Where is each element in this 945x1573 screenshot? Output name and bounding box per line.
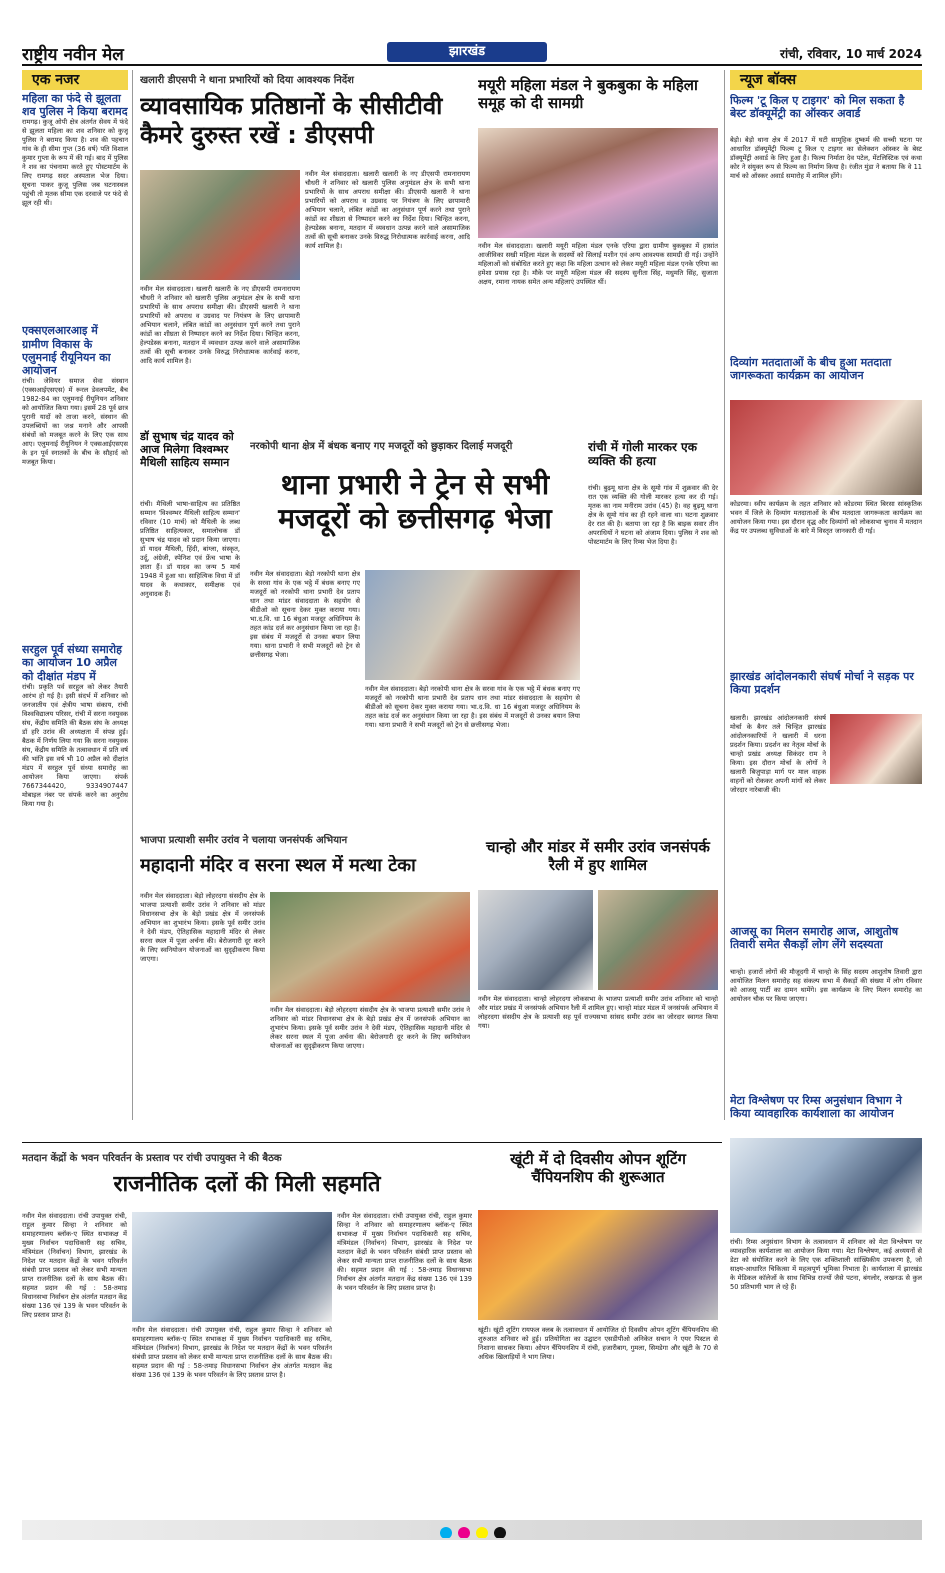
right-item-body: चान्हो। हजारों लोगों की मौजूदगी में चान्हो के सिंह सदस्य आशुतोष तिवारी द्वारा आयोजित मिलन समारोह सह संकल्प सभा में सैकड़ों की संख्या में लोग रविवार को आजसू पार्टी का दामन थामेंगे। इस कार्यक्रम के लिए मिलन समारोह का आयोजन चौक पर किया जाएगा।	[730, 968, 922, 1003]
left-item	[22, 92, 128, 318]
story8-photo	[132, 1212, 332, 1322]
section-tab: झारखंड	[387, 42, 547, 62]
story2-headline: मयूरी महिला मंडल ने बुकबुका के महिला समूह को दी सामग्री	[478, 76, 698, 112]
story4-kicker: नरकोपी थाना क्षेत्र में बंधक बनाए गए मजदूरों को छुड़ाकर दिलाई मजदूरी	[250, 441, 513, 452]
story8-body-cont: नवीन मेल संवाददाता। रांची उपायुक्त रांची, राहुल कुमार सिन्हा ने शनिवार को समाहरणालय ब्लॉक-ए स्थित सभाकक्ष में मुख्य निर्वाचन पदाधिकारी सह सचिव, मंत्रिमंडल (निर्वाचन) विभाग, झारखंड के निदेश पर मतदान केंद्रों के भवन परिवर्तन संबंधी प्राप्त प्रस्ताव को लेकर सभी मान्यता प्राप्त राजनीतिक दलों के साथ बैठक की। सहमत प्रदान की गई : 58-तमाड़ विधानसभा निर्वाचन क्षेत्र अंतर्गत मतदान केंद्र संख्या 136 एवं 139 के भवन परिवर्तन के लिए प्रस्ताव प्राप्त है।	[132, 1326, 332, 1379]
story7-body: नवीन मेल संवाददाता। चान्हो लोहरदगा लोकसभा के भाजपा प्रत्याशी समीर उरांव शनिवार को चान्हो और मांडर प्रखंड में जनसंपर्क अभियान रैली में शामिल हुए। चान्हो मांडर मंडल में जनसंपर्क अभियान में लोहरदगा संसदीय क्षेत्र के प्रत्याशी सह पूर्व राज्यसभा सांसद समीर उरांव का जोरदार स्वागत किया गया।	[478, 995, 718, 1030]
left-item-headline: महिला का फंदे से झूलता शव पुलिस ने किया बरामद	[22, 92, 128, 119]
left-column-tag: एक नजर	[22, 70, 128, 90]
story7-photo-2	[598, 890, 718, 990]
yellow-swatch	[476, 1527, 488, 1538]
right-item-headline: दिव्यांग मतदाताओं के बीच हुआ मतदाता जागरूकता कार्यक्रम का आयोजन	[730, 356, 892, 383]
masthead-rule	[22, 64, 922, 66]
main-divider	[724, 70, 725, 1120]
story6-photo	[270, 892, 470, 1002]
story3-headline: डॉ सुभाष चंद्र यादव को आज मिलेगा विश्वम्भर मैथिली साहित्य सम्मान	[140, 430, 234, 470]
story9-photo	[478, 1210, 718, 1320]
story5-body: रांची। बुढ़मू थाना क्षेत्र के सूमो गांव में शुक्रवार की देर रात एक व्यक्ति की गोली मारकर हत्या कर दी गई। मृतक का नाम मनीराम उरांव (45) है। वह बुढ़मू थाना क्षेत्र के सूमो गांव का ही रहने वाला था। घटना शुक्रवार देर रात की है। बताया जा रहा है कि बाइक सवार तीन अपराधियों ने घटना को अंजाम दिया। पुलिस ने शव को पोस्टमार्टम के लिए रिम्स भेज दिया है।	[588, 484, 718, 546]
right-column-tag: न्यूज बॉक्स	[730, 70, 922, 90]
story1-photo	[140, 170, 300, 280]
left-item-body: रांची। जेवियर समाज सेवा संस्थान (एक्सआईएसएस) में रूरल डेवलपमेंट, बैच 1982-84 का एलुमनाई रीयूनियन शनिवार को आयोजित किया गया। इसमें 28 पूर्व छात्र पुरानी यादों को ताजा करने, संस्थान की उपलब्धियों का जश्न मनाने और आपसी संबंधों को मजबूत करने के लिए एक साथ आए। एलुमनाई रीयूनियन ने एक्सआईएसएस के इन पूर्व स्नातकों के बीच के सौहार्द को मजबूत किया।	[22, 377, 128, 467]
story6-headline: महादानी मंदिर व सरना स्थल में मत्था टेका	[140, 855, 416, 876]
left-item-headline: सरहुल पूर्व संध्या समारोह का आयोजन 10 अप्रैल को दीक्षांत मंडप में	[22, 643, 122, 683]
dateline: रांची, रविवार, 10 मार्च 2024	[780, 47, 922, 61]
right-item-headline: आजसू का मिलन समारोह आज, आशुतोष तिवारी समेत सैकड़ों लोग लेंगे सदस्यता	[730, 925, 899, 952]
story6-body: नवीन मेल संवाददाता। बेड़ो लोहरदगा संसदीय क्षेत्र के भाजपा प्रत्याशी समीर उरांव ने शनिवार को मांडर विधानसभा क्षेत्र के बेड़ो प्रखंड क्षेत्र में जनसंपर्क अभियान का शुभारंभ किया। इसके पूर्व समीर उरांव ने देवी मंडप, ऐतिहासिक महादानी मंदिर से लेकर सरना स्थल में पूजा अर्चना की। बेरोजगारी दूर करने के लिए स्वनियोजन योजनाओं का सुदृढ़ीकरण किया जाएगा।	[140, 892, 265, 963]
right-item-photo	[730, 1138, 922, 1233]
story9-body: खूंटी। खूंटी शूटिंग रायफल क्लब के तत्वावधान में आयोजित दो दिवसीय ओपन शूटिंग चैंपियनशिप की शुरुआत शनिवार को हुई। प्रतियोगिता का उद्घाटन एसडीपीओ अनिकेत सचान ने एयर पिस्टल से निशाना साधकर किया। ओपन चैंपियनशिप में रांची, हजारीबाग, गुमला, सिमडेगा और खूंटी के 70 से अधिक खिलाड़ियों ने भाग लिया।	[478, 1326, 718, 1361]
story5-headline: रांची में गोली मारकर एक व्यक्ति की हत्या	[588, 440, 697, 469]
story8-body: नवीन मेल संवाददाता। रांची उपायुक्त रांची, राहुल कुमार सिन्हा ने शनिवार को समाहरणालय ब्लॉक-ए स्थित सभाकक्ष में मुख्य निर्वाचन पदाधिकारी सह सचिव, मंत्रिमंडल (निर्वाचन) विभाग, झारखंड के निदेश पर मतदान केंद्रों के भवन परिवर्तन संबंधी प्राप्त प्रस्ताव को लेकर सभी मान्यता प्राप्त राजनीतिक दलों के साथ बैठक की। सहमत प्रदान की गई : 58-तमाड़ विधानसभा निर्वाचन क्षेत्र अंतर्गत मतदान केंद्र संख्या 136 एवं 139 के भवन परिवर्तन के लिए प्रस्ताव प्राप्त है।	[22, 1212, 127, 1319]
right-item-headline: मेटा विश्लेषण पर रिम्स अनुसंधान विभाग ने किया व्यावहारिक कार्यशाला का आयोजन	[730, 1094, 902, 1121]
right-item-body: खलारी। झारखंड आंदोलनकारी संघर्ष मोर्चा के बैनर तले चिन्हित झारखंड आंदोलनकारियों ने खलारी में धरना प्रदर्शन किया। प्रदर्शन का नेतृत्व मोर्चा के चान्हो प्रखंड अध्यक्ष सिकंदर राम ने किया। इस दौरान मोर्चा के लोगों ने खलारी बिजुपाड़ा मार्ग पर माल वाहक वाहनों को रोककर अपनी मांगों को लेकर जोरदार नारेबाजी की।	[730, 714, 826, 794]
story8-body-cont-2: नवीन मेल संवाददाता। रांची उपायुक्त रांची, राहुल कुमार सिन्हा ने शनिवार को समाहरणालय ब्लॉक-ए स्थित सभाकक्ष में मुख्य निर्वाचन पदाधिकारी सह सचिव, मंत्रिमंडल (निर्वाचन) विभाग, झारखंड के निदेश पर मतदान केंद्रों के भवन परिवर्तन संबंधी प्राप्त प्रस्ताव को लेकर सभी मान्यता प्राप्त राजनीतिक दलों के साथ बैठक की। सहमत प्रदान की गई : 58-तमाड़ विधानसभा निर्वाचन क्षेत्र अंतर्गत मतदान केंद्र संख्या 136 एवं 139 के भवन परिवर्तन के लिए प्रस्ताव प्राप्त है।	[337, 1212, 472, 1292]
right-item-body: रांची। रिम्स अनुसंधान विभाग के तत्वावधान में शनिवार को मेटा विश्लेषण पर व्यावहारिक कार्यशाला का आयोजन किया गया। मेटा विश्लेषण, कई अध्ययनों से डेटा को संयोजित करने के लिए एक शक्तिशाली सांख्यिकीय उपकरण है, जो साक्ष्य-आधारित चिकित्सा में महत्वपूर्ण भूमिका निभाता है। कार्यशाला में झारखंड के मेडिकल कॉलेजों के साथ विभिन्न राज्यों जैसे पटना, बंगलोर, लखनऊ से कुल 50 प्रतिभागी भाग ले रहे हैं।	[730, 1238, 922, 1291]
story2-body: नवीन मेल संवाददाता। खलारी मयूरी महिला मंडल एनके एरिया द्वारा ग्रामीण बुकबुका में हासांत आजीविका सखी महिला मंडल के सदस्यों को सिलाई मशीन एवं अन्य आवश्यक सामग्री दी गई। उन्होंने महिलाओं को संबोधित करते हुए कहा कि महिला उत्थान को लेकर मयूरी महिला मंडल एनके एरिया का हमेशा प्रयास रहा है। मौके पर मयूरी महिला मंडल की सदस्य सुनीता सिंह, मधुमति सिंह, सुजाता अक्षय, रमाना नायक समेत अन्य महिलाएं उपस्थित थीं।	[478, 242, 718, 286]
magenta-swatch	[458, 1527, 470, 1538]
story9-headline: खूंटी में दो दिवसीय ओपन शूटिंग चैंपियनशिप की शुरूआत	[510, 1150, 686, 1186]
left-item-body: रांची। प्रकृति पर्व सरहुल को लेकर तैयारी आरंभ हो गई है। इसी संदर्भ में शनिवार को जनजातीय एवं क्षेत्रीय भाषा संकाय, रांची विश्वविद्यालय परिसर, रांची में सरना नवयुवक संघ, केंद्रीय समिति की बैठक संघ के अध्यक्ष डॉ हरि उरांव की अध्यक्षता में संपन्न हुई। बैठक में निर्णय लिया गया कि सरना नवयुवक संघ, केंद्रीय समिति के तत्वावधान में प्रति वर्ष की भांति इस वर्ष भी 10 अप्रैल को दीक्षांत मंडप में सरहुल पूर्व संध्या समारोह का आयोजन किया जाएगा। संपर्क 7667344420, 9334907447 मोबाइल नंबर पर संपर्क करने का अनुरोध किया गया है।	[22, 682, 128, 808]
story1-body: नवीन मेल संवाददाता। खलारी खलारी के नए डीएसपी रामनारायण चौधरी ने शनिवार को खलारी पुलिस अनुमंडल क्षेत्र के सभी थाना प्रभारियों के साथ अपराध समीक्षा की। डीएसपी खलारी ने थाना प्रभारियों को अपराध व उग्रवाद पर नियंत्रण के लिए छापामारी अभियान चलाने, लंबित कांडों का अनुसंधान पूर्ण करने तथा पुराने कांडों का शीघ्रता से निष्पादन करने का निर्देश दिया। चिन्हित करना, हेल्पडेस्क बनाना, मतदान में व्यवधान उत्पन्न करने वाले असामाजिक तत्वों की सूची बनाकर उनके विरुद्ध निरोधात्मक कार्रवाई करना, आदि कार्य शामिल है।	[305, 170, 470, 250]
left-item	[22, 324, 128, 637]
right-item-body: बेड़ो। बेड़ो थाना क्षेत्र में 2017 में घटी सामूहिक दुष्कर्म की सच्ची घटना पर आधारित डॉक्यूमेंट्री फिल्म टू किल ए टाइगर का सेलेक्शन ऑस्कर के बेस्ट डॉक्यूमेंट्री अवार्ड के लिए हुआ है। फिल्म निर्माता देव पटेल, मेंटलिस्टिक एवं कथा कोर ने संयुक्त रूप से फिल्म का निर्माण किया है। रंजीत मुंडा ने बताया कि वे 11 मार्च को ऑस्कर अवार्ड समारोह में शामिल होंगे।	[730, 136, 922, 180]
right-item-photo	[830, 714, 922, 784]
story1-body-cont: नवीन मेल संवाददाता। खलारी खलारी के नए डीएसपी रामनारायण चौधरी ने शनिवार को खलारी पुलिस अनुमंडल क्षेत्र के सभी थाना प्रभारियों के साथ अपराध समीक्षा की। डीएसपी खलारी ने थाना प्रभारियों को अपराध व उग्रवाद पर नियंत्रण के लिए छापामारी अभियान चलाने, लंबित कांडों का अनुसंधान पूर्ण करने तथा पुराने कांडों का शीघ्रता से निष्पादन करने का निर्देश दिया। चिन्हित करना, हेल्पडेस्क बनाना, मतदान में व्यवधान उत्पन्न करने वाले असामाजिक तत्वों की सूची बनाकर उनके विरुद्ध निरोधात्मक कार्रवाई करना, आदि कार्य शामिल है।	[140, 285, 300, 365]
story8-kicker: मतदान केंद्रों के भवन परिवर्तन के प्रस्ताव पर रांची उपायुक्त ने की बैठक	[22, 1153, 282, 1164]
left-item-headline: एक्सएलआरआइ में ग्रामीण विकास के एलुमनाई रीयूनियन का आयोजन	[22, 324, 111, 377]
story8-headline: राजनीतिक दलों की मिली सहमति	[113, 1172, 381, 1197]
story6-body-cont: नवीन मेल संवाददाता। बेड़ो लोहरदगा संसदीय क्षेत्र के भाजपा प्रत्याशी समीर उरांव ने शनिवार को मांडर विधानसभा क्षेत्र के बेड़ो प्रखंड क्षेत्र में जनसंपर्क अभियान का शुभारंभ किया। इसके पूर्व समीर उरांव ने देवी मंडप, ऐतिहासिक महादानी मंदिर से लेकर सरना स्थल में पूजा अर्चना की। बेरोजगारी दूर करने के लिए स्वनियोजन योजनाओं का सुदृढ़ीकरण किया जाएगा।	[270, 1006, 470, 1050]
registration-marks	[437, 1524, 517, 1538]
story1-kicker: खलारी डीएसपी ने थाना प्रभारियों को दिया आवश्यक निर्देश	[140, 75, 354, 86]
left-item	[22, 643, 128, 1103]
paper-name: राष्ट्रीय नवीन मेल	[22, 45, 124, 64]
story3-body: रांची। मैथिली भाषा-साहित्य का प्रतिष्ठित सम्मान 'विश्वम्भर मैथिली साहित्य सम्मान' रविवार (10 मार्च) को मैथिली के लब्ध प्रतिष्ठित साहित्यकार, समालोचक डॉ सुभाष चंद्र यादव को प्रदान किया जाएगा। डॉ यादव मैथिली, हिंदी, बांग्ला, संस्कृत, उर्दू, अंग्रेजी, स्पेनिश एवं फ्रेंच भाषा के ज्ञाता हैं। डॉ यादव का जन्म 5 मार्च 1948 में हुआ था। साहित्यिक विधा में डॉ यादव के कथाकार, समीक्षक एवं अनुवादक हैं।	[140, 500, 240, 598]
cyan-swatch	[440, 1527, 452, 1538]
story4-body-cont: नवीन मेल संवाददाता। बेड़ो नरकोपी थाना क्षेत्र के सरवा गांव के एक भट्ठे में बंधक बनाए गए मजदूरों को नरकोपी थाना प्रभारी देव प्रताप धान तथा मांडर संवाददाता के सहयोग से बीडीओ को सूचना देकर मुक्त कराया गया। भा.द.वि. धा 16 बंधुआ मजदूर अधिनियम के तहत कांड दर्ज कर अनुसंधान किया जा रहा है। इस संबंध में मजदूरों से उनका बयान लिया गया। थाना प्रभारी ने सभी मजदूरों को ट्रेन से छत्तीसगढ़ भेजा।	[365, 685, 580, 729]
right-item-headline: फिल्म 'टू किल ए टाइगर' को मिल सकता है बेस्ट डॉक्यूमेंट्री का ऑस्कर अवार्ड	[730, 94, 905, 121]
right-item-headline: झारखंड आंदोलनकारी संघर्ष मोर्चा ने सड़क पर किया प्रदर्शन	[730, 670, 914, 697]
story4-headline: थाना प्रभारी ने ट्रेन से सभी मजदूरों को छत्तीसगढ़ भेजा	[278, 468, 552, 535]
right-item-photo	[730, 400, 922, 495]
story6-kicker: भाजपा प्रत्याशी समीर उरांव ने चलाया जनसंपर्क अभियान	[140, 835, 348, 846]
story2-photo	[478, 128, 718, 238]
story4-body: नवीन मेल संवाददाता। बेड़ो नरकोपी थाना क्षेत्र के सरवा गांव के एक भट्ठे में बंधक बनाए गए मजदूरों को नरकोपी थाना प्रभारी देव प्रताप धान तथा मांडर संवाददाता के सहयोग से बीडीओ को सूचना देकर मुक्त कराया गया। भा.द.वि. धा 16 बंधुआ मजदूर अधिनियम के तहत कांड दर्ज कर अनुसंधान किया जा रहा है। इस संबंध में मजदूरों से उनका बयान लिया गया। थाना प्रभारी ने सभी मजदूरों को ट्रेन से छत्तीसगढ़ भेजा।	[250, 570, 360, 659]
print-registration-strip	[22, 1520, 922, 1540]
black-swatch	[494, 1527, 506, 1538]
left-divider	[132, 70, 133, 1120]
right-item-body: कोडरमा। स्वीप कार्यक्रम के तहत शनिवार को कोडरमा स्थित बिरसा सांस्कृतिक भवन में जिले के दिव्यांग मतदाताओं के बीच मतदाता जागरूकता कार्यक्रम का आयोजन किया गया। इस दौरान वृद्ध और दिव्यांगों को लोकसभा चुनाव में मतदान केंद्र पर उपलब्ध सुविधाओं के बारे में विस्तृत जानकारी दी गई।	[730, 500, 922, 535]
story7-photo	[478, 890, 593, 990]
story7-headline: चान्हो और मांडर में समीर उरांव जनसंपर्क रैली में हुए शामिल	[486, 838, 710, 874]
story1-headline: व्यावसायिक प्रतिष्ठानों के सीसीटीवी कैमरे दुरुस्त रखें : डीएसपी	[140, 92, 443, 149]
left-item-body: रामगढ़। कुजू ओपी क्षेत्र अंतर्गत सेवय में फंदे से झूलता महिला का शव शनिवार को कुजू पुलिस ने बरामद किया है। शव की पहचान गांव के ही सीमा गुप्त (36 वर्ष) पति विशाल कुमार गुप्ता के रूप में की गई। बाद में पुलिस ने शव का पंचनामा करते हुए पोस्टमार्टम के लिए रामगढ़ सदर अस्पताल भेज दिया। सूचना पाकर कुजू पुलिस जब घटनास्थल पहुंची तो मृतक सीमा एक दरवाजे पर फंदे से झूल रही थी।	[22, 118, 128, 208]
lower-rule	[22, 1142, 722, 1143]
story4-photo	[365, 570, 580, 680]
masthead	[22, 40, 922, 64]
